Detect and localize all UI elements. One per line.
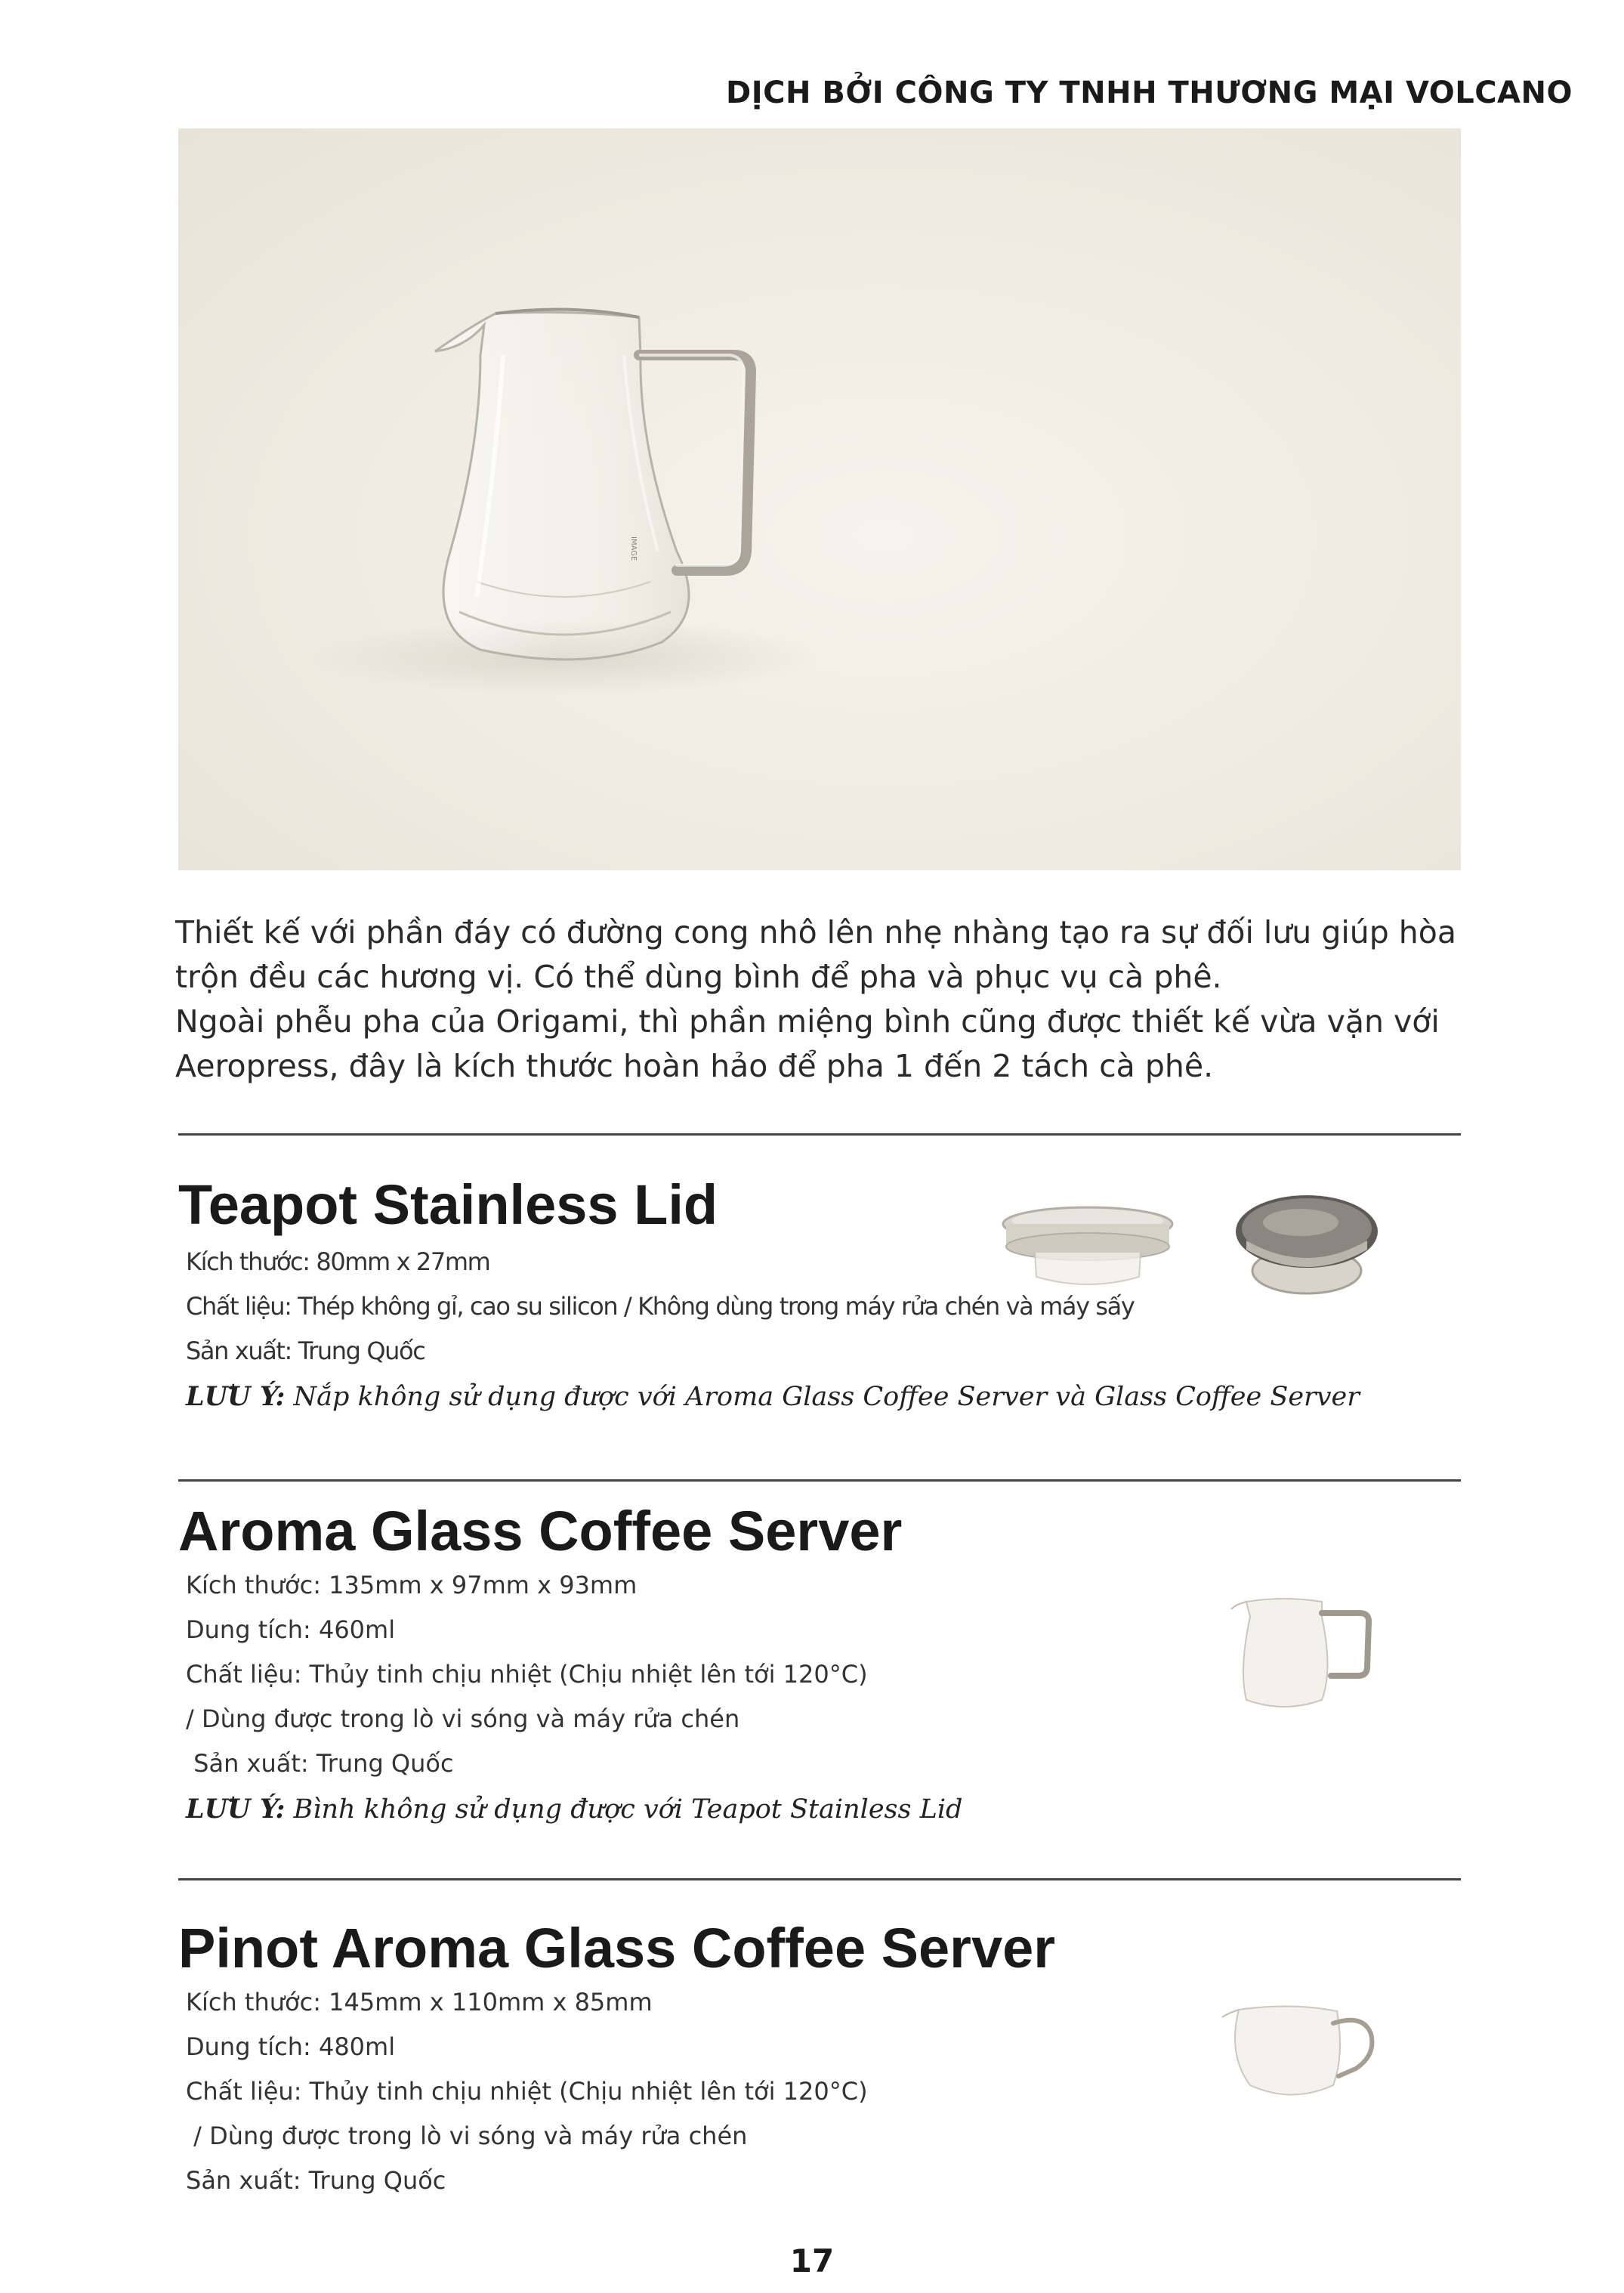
spec-material: Chất liệu: Thép không gỉ, cao su silicon / Không dùng trong máy rửa chén và máy sấy <box>186 1292 1135 1321</box>
section-divider <box>178 1479 1461 1482</box>
product-note <box>186 1794 1461 1825</box>
pinot-server-image <box>1209 1979 1390 2115</box>
product-title: Pinot Aroma Glass Coffee Server <box>178 1917 1056 1979</box>
spec-capacity: Dung tích: 460ml <box>186 1615 396 1644</box>
spec-usage: / Dùng được trong lò vi sóng và máy rửa chén <box>186 1704 740 1733</box>
intro-line: Aeropress, đây là kích thước hoàn hảo để pha 1 đến 2 tách cà phê. <box>175 1048 1214 1084</box>
publisher-header: DỊCH BỞI CÔNG TY TNHH THƯƠNG MẠI VOLCANO <box>726 76 1573 110</box>
spec-size: Kích thước: 135mm x 97mm x 93mm <box>186 1571 638 1599</box>
lid-top-view-image <box>1231 1186 1382 1307</box>
product-title: Teapot Stainless Lid <box>178 1173 718 1236</box>
spec-material: Chất liệu: Thủy tinh chịu nhiệt (Chịu nhiệt lên tới 120°C) <box>186 1660 868 1689</box>
note-text: Nắp không sử dụng được với Aroma Glass Coffee Server và Glass Coffee Server <box>285 1382 1360 1412</box>
intro-line: Thiết kế với phần đáy có đường cong nhô lên nhẹ nhàng tạo ra sự đối lưu giúp hòa <box>175 914 1456 950</box>
note-label: LƯU Ý: <box>186 1381 286 1412</box>
spec-size: Kích thước: 80mm x 27mm <box>186 1247 490 1276</box>
aroma-server-image <box>1209 1579 1390 1723</box>
note-label: LƯU Ý: <box>186 1794 286 1825</box>
intro-paragraph <box>175 910 1474 1089</box>
intro-line: Ngoài phễu pha của Origami, thì phần miệng bình cũng được thiết kế vừa vặn với <box>175 1003 1440 1040</box>
section-divider <box>178 1878 1461 1880</box>
product-title: Aroma Glass Coffee Server <box>178 1500 903 1562</box>
hero-brand-mark: IMAGE <box>629 536 638 561</box>
spec-size: Kích thước: 145mm x 110mm x 85mm <box>186 1988 653 2016</box>
product-note <box>186 1381 1461 1412</box>
spec-origin: Sản xuất: Trung Quốc <box>186 1749 454 1778</box>
spec-material: Chất liệu: Thủy tinh chịu nhiệt (Chịu nhiệt lên tới 120°C) <box>186 2077 868 2106</box>
page-number: 17 <box>789 2242 835 2279</box>
intro-line: trộn đều các hương vị. Có thể dùng bình để pha và phục vụ cà phê. <box>175 959 1222 995</box>
section-divider <box>178 1133 1461 1136</box>
spec-usage: / Dùng được trong lò vi sóng và máy rửa chén <box>186 2121 748 2150</box>
hero-product-photo <box>178 128 1461 870</box>
spec-origin: Sản xuất: Trung Quốc <box>186 1337 425 1365</box>
note-text: Bình không sử dụng được với Teapot Stainless Lid <box>285 1794 963 1825</box>
lid-side-view-image <box>990 1194 1186 1299</box>
spec-origin: Sản xuất: Trung Quốc <box>186 2166 446 2195</box>
spec-capacity: Dung tích: 480ml <box>186 2032 396 2061</box>
